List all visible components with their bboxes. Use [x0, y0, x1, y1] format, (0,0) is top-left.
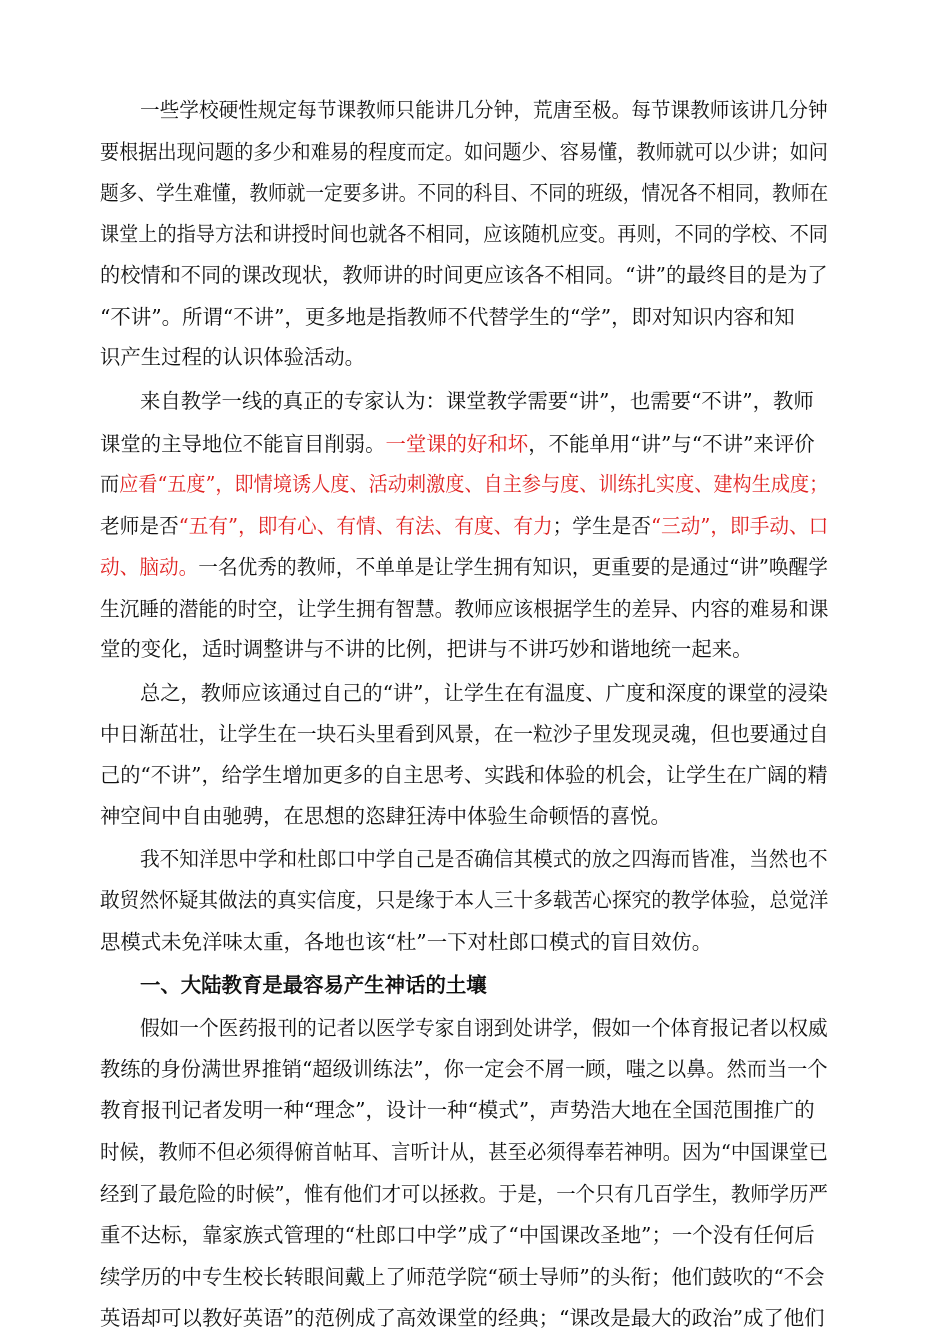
line-text: 己的“不讲”，给学生增加更多的自主思考、实践和体验的机会，让学生在广阔的精: [100, 763, 828, 787]
text-line: [100, 635, 753, 663]
highlighted-text: 应看“五度”，即情境诱人度、活动刺激度、自主参与度、训练扎实度、建构生成度；: [119, 472, 829, 496]
text-line: [100, 553, 828, 581]
line-text: 的校情和不同的课改现状，教师讲的时间更应该各不相同。“讲”的最终目的是为了: [100, 263, 828, 287]
line-text: 题多、学生难懂，教师就一定要多讲。不同的科目、不同的班级，情况各不相同，教师在: [100, 181, 829, 205]
line-text: 要根据出现问题的多少和难易的程度而定。如问题少、容易懂，教师就可以少讲；如问: [100, 140, 828, 164]
text-line: [100, 138, 828, 166]
text-line: [100, 220, 828, 248]
line-text: 假如一个医药报刊的记者以医学专家自诩到处讲学，假如一个体育报记者以权威: [140, 1016, 828, 1040]
text-line: [100, 179, 828, 207]
line-text: 重不达标，靠家族式管理的“杜郎口中学”成了“中国课改圣地”；一个没有任何后: [100, 1223, 815, 1247]
line-text: 识产生过程的认识体验活动。: [100, 345, 366, 369]
highlighted-text: “五有”，即有心、有情、有法、有度、有力: [178, 514, 553, 538]
line-text: 教育报刊记者发明一种“理念”，设计一种“模式”，声势浩大地在全国范围推广的: [100, 1098, 815, 1122]
line-text: 经到了最危险的时候”，惟有他们才可以拯救。于是，一个只有几百学生，教师学历严: [100, 1182, 828, 1206]
line-text: 续学历的中专生校长转眼间戴上了师范学院“硕士导师”的头衔；他们鼓吹的“不会: [100, 1265, 825, 1289]
highlighted-text: 一堂课的好和坏: [385, 432, 529, 456]
line-text: 一名优秀的教师，不单单是让学生拥有知识，更重要的是通过“讲”唤醒学: [198, 555, 828, 579]
line-text: 课堂上的指导方法和讲授时间也就各不相同，应该随机应变。再则，不同的学校、不同: [100, 222, 828, 246]
text-line: [140, 96, 828, 124]
line-text: 生沉睡的潜能的时空，让学生拥有智慧。教师应该根据学生的差异、内容的难易和课: [100, 597, 829, 621]
line-text: 思模式未免洋味太重，各地也该“杜”一下对杜郎口模式的盲目效仿。: [100, 930, 713, 954]
line-text: 敢贸然怀疑其做法的真实信度，只是缘于本人三十多载苦心探究的教学体验，总觉洋: [100, 888, 829, 912]
highlighted-text: 动、脑动。: [100, 555, 199, 579]
line-text: 总之，教师应该通过自己的“讲”，让学生在有温度、广度和深度的课堂的浸染: [140, 681, 828, 705]
text-line: [140, 387, 814, 415]
line-text: 一些学校硬性规定每节课教师只能讲几分钟，荒唐至极。每节课教师该讲几分钟: [140, 98, 828, 122]
line-text: 一、大陆教育是最容易产生神话的土壤: [140, 973, 487, 997]
text-line: [100, 343, 365, 371]
text-line: [100, 802, 671, 830]
line-text: “不讲”。所谓“不讲”，更多地是指教师不代替学生的“学”，即对知识内容和知: [100, 305, 795, 329]
highlighted-text: “三动”，即手动、口: [650, 514, 829, 538]
text-line: [100, 303, 795, 331]
text-line: [100, 720, 828, 748]
text-line: [100, 1096, 815, 1124]
text-line: [140, 845, 828, 873]
line-text: ；学生是否: [552, 514, 651, 538]
text-line: [100, 512, 828, 540]
text-line: [100, 1263, 825, 1291]
text-line: [140, 1014, 828, 1042]
text-line: [100, 928, 712, 956]
line-text: 课堂的主导地位不能盲目削弱。: [100, 432, 386, 456]
text-line: [100, 1180, 828, 1208]
text-line: [100, 1221, 815, 1249]
text-line: [100, 595, 828, 623]
text-line: [100, 470, 828, 498]
line-text: 堂的变化，适时调整讲与不讲的比例，把讲与不讲巧妙和谐地统一起来。: [100, 637, 753, 661]
line-text: 老师是否: [100, 514, 179, 538]
line-text: 时候，教师不但必须得俯首帖耳、言听计从，甚至必须得奉若神明。因为“中国课堂已: [100, 1140, 828, 1164]
line-text: 而: [100, 472, 120, 496]
text-line: [100, 1055, 828, 1083]
text-line: [100, 886, 828, 914]
line-text: ，不能单用“讲”与“不讲”来评价: [528, 432, 815, 456]
line-text: 我不知洋思中学和杜郎口中学自己是否确信其模式的放之四海而皆准，当然也不: [140, 847, 828, 871]
section-heading: [140, 971, 487, 999]
text-line: [100, 261, 828, 289]
text-line: [140, 679, 828, 707]
text-line: [100, 761, 828, 789]
text-line: [100, 1304, 825, 1332]
line-text: 来自教学一线的真正的专家认为：课堂教学需要“讲”，也需要“不讲”，教师: [140, 389, 814, 413]
line-text: 英语却可以教好英语”的范例成了高效课堂的经典；“课改是最大的政治”成了他们: [100, 1306, 825, 1330]
text-line: [100, 1138, 828, 1166]
line-text: 神空间中自由驰骋，在思想的恣肆狂涛中体验生命顿悟的喜悦。: [100, 804, 671, 828]
line-text: 中日渐茁壮，让学生在一块石头里看到风景，在一粒沙子里发现灵魂，但也要通过自: [100, 722, 829, 746]
text-line: [100, 430, 815, 458]
line-text: 教练的身份满世界推销“超级训练法”，你一定会不屑一顾，嗤之以鼻。然而当一个: [100, 1057, 828, 1081]
